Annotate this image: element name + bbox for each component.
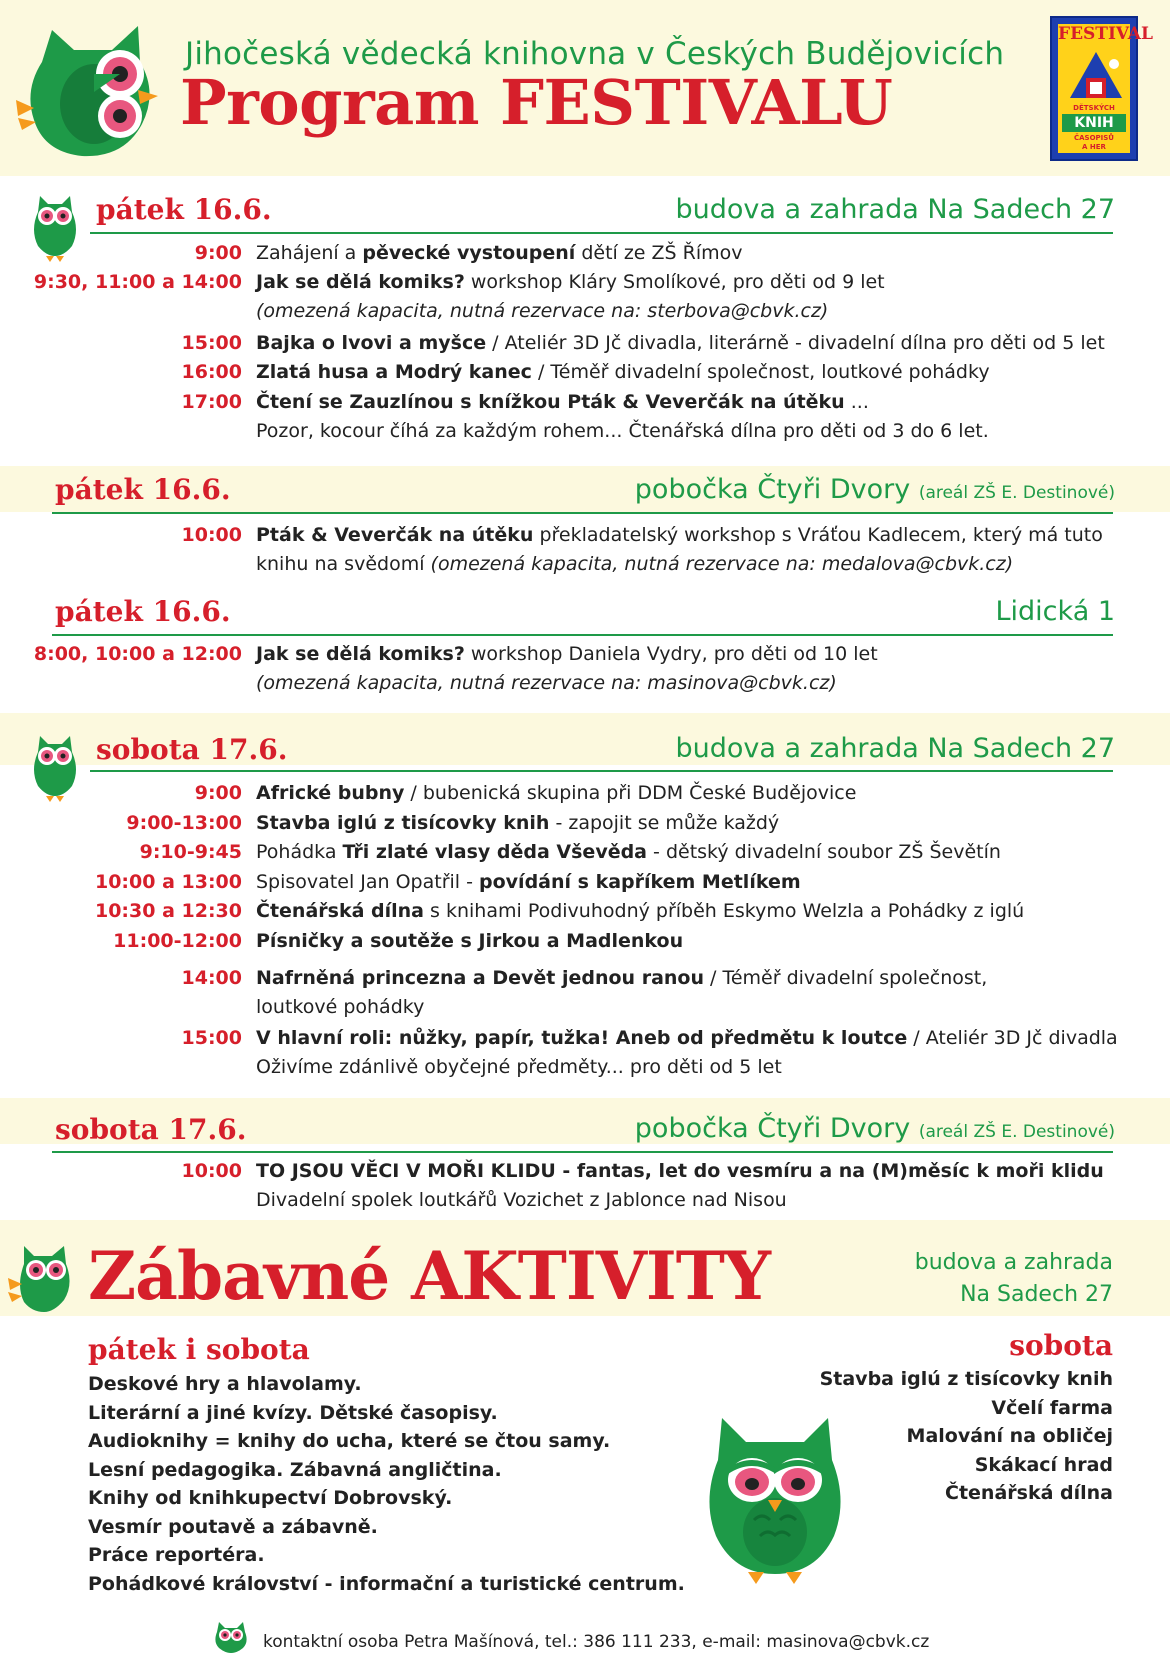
- program-row: 10:00 Pták & Veverčák na útěku překladatelský workshop s Vráťou Kadlecem, který má tuto knihu na svědomí (omezená kapacita, nutná rezervace na: medalova@cbvk.cz): [181, 524, 1103, 575]
- owl-mascot-icon: [700, 1408, 850, 1586]
- logo-book-icon: [1066, 48, 1126, 104]
- activities-right-heading: sobota: [1009, 1329, 1113, 1362]
- section-2-divider: [52, 512, 1113, 514]
- footer-contact: kontaktní osoba Petra Mašínová, tel.: 386 111 233, e-mail: masinova@cbvk.cz: [263, 1632, 930, 1652]
- activities-right-list: [820, 1365, 1113, 1508]
- owl-mascot-icon: [12, 12, 162, 160]
- section-3-day: pátek 16.6.: [55, 595, 231, 628]
- list-item: Skákací hrad: [974, 1453, 1113, 1476]
- logo-text: FESTIVAL: [1058, 24, 1153, 44]
- section-4-day: sobota 17.6.: [96, 733, 288, 766]
- list-item: Vesmír poutavě a zábavně.: [88, 1515, 378, 1538]
- list-item: Deskové hry a hlavolamy.: [88, 1373, 362, 1395]
- program-row: 9:30, 11:00 a 14:00 Jak se dělá komiks? workshop Kláry Smolíkové, pro děti od 9 let (omezená kapacita, nutná rezervace na: sterbova@cbvk.cz): [33, 271, 885, 322]
- section-3-divider: [52, 634, 1113, 636]
- section-5-day: sobota 17.6.: [55, 1113, 247, 1146]
- section-2-day: pátek 16.6.: [55, 473, 231, 506]
- list-item: Čtenářská dílna: [945, 1482, 1113, 1504]
- list-item: Včelí farma: [991, 1396, 1113, 1419]
- section-5-location: pobočka Čtyři Dvory (areál ZŠ E. Destinové): [634, 1113, 1115, 1144]
- section-4-divider: [90, 770, 1113, 772]
- festival-logo: FESTIVAL DĚTSKÝCH KNIH ČASOPISŮ A HER: [1050, 16, 1138, 161]
- list-item: Malování na obličej: [906, 1425, 1113, 1447]
- section-3-location: Lidická 1: [995, 596, 1115, 627]
- list-item: Knihy od knihkupectví Dobrovský.: [88, 1487, 453, 1509]
- owl-small-icon: [30, 190, 80, 262]
- program-row: 10:00 TO JSOU VĚCI V MOŘI KLIDU - fantas, let do vesmíru a na (M)měsíc k moři klidu Divadelní spolek loutkářů Vozichet z Jablonce nad Nisou: [181, 1160, 1104, 1211]
- list-item: Lesní pedagogika. Zábavná angličtina.: [88, 1458, 502, 1481]
- list-item: Stavba iglú z tisícovky knih: [819, 1368, 1113, 1390]
- owl-small-icon: [6, 1240, 74, 1316]
- activities-left-list: [88, 1370, 685, 1598]
- section-2-location: pobočka Čtyři Dvory (areál ZŠ E. Destinové): [634, 474, 1115, 505]
- list-item: Práce reportéra.: [88, 1544, 265, 1566]
- list-item: Literární a jiné kvízy. Dětské časopisy.: [88, 1401, 498, 1424]
- section-1-day: pátek 16.6.: [96, 193, 272, 226]
- activities-left-heading: pátek i sobota: [88, 1333, 310, 1366]
- list-item: Audioknihy = knihy do ucha, které se čtou samy.: [88, 1430, 611, 1452]
- program-row: 15:00 V hlavní roli: nůžky, papír, tužka! Aneb od předmětu k loutce / Ateliér 3D Jč divadla Oživíme zdánlivě obyčejné předměty... pro děti od 5 let: [181, 1027, 1118, 1078]
- owl-small-icon: [30, 730, 80, 802]
- program-row: 8:00, 10:00 a 12:00 Jak se dělá komiks? workshop Daniela Vydry, pro děti od 10 let (omezená kapacita, nutná rezervace na: masinova@cbvk.cz): [33, 643, 878, 694]
- owl-small-icon: [213, 1620, 249, 1654]
- header-subtitle: Jihočeská vědecká knihovna v Českých Budějovicích: [185, 36, 1005, 72]
- logo-knih: KNIH: [1062, 114, 1126, 132]
- section-4-location: budova a zahrada Na Sadech 27: [675, 733, 1115, 764]
- program-row: 14:00 Nafrněná princezna a Devět jednou ranou / Téměř divadelní společnost, loutkové pohádky: [181, 967, 988, 1018]
- page-title: Program FESTIVALU: [180, 66, 893, 139]
- activities-location: budova a zahrada Na Sadech 27: [914, 1250, 1113, 1307]
- section-1-divider: [90, 232, 1113, 234]
- program-row: 17:00 Čtení se Zauzlínou s knížkou Pták & Veverčák na útěku ... Pozor, kocour číhá za každým rohem... Čtenářská dílna pro děti od 3 do 6 let.: [181, 391, 989, 442]
- section-1-location: budova a zahrada Na Sadech 27: [675, 194, 1115, 225]
- activities-title: Zábavné AKTIVITY: [88, 1237, 771, 1315]
- list-item: Pohádkové království - informační a turistické centrum.: [88, 1572, 685, 1595]
- section-5-divider: [52, 1151, 1113, 1153]
